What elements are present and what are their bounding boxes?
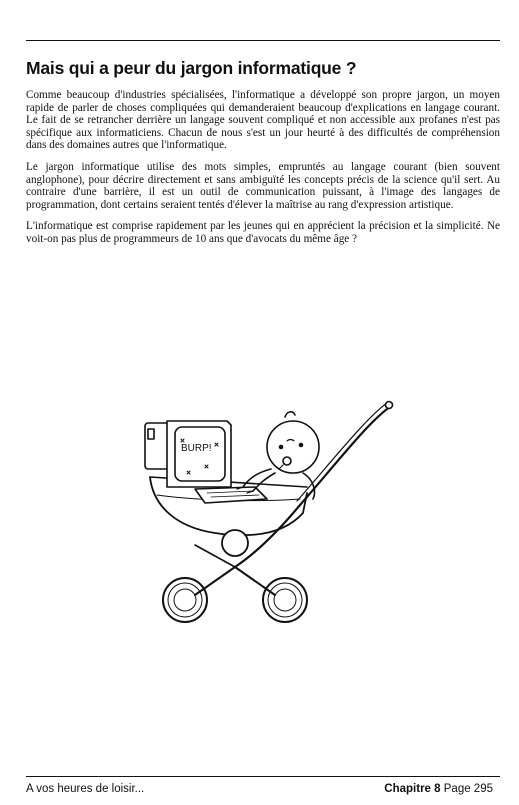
paragraph-2: Le jargon informatique utilise des mots simples, empruntés au langage courant (bien souvent anglophone), pour décrire directement et sans ambiguïté les concepts précis de la science qu'il sert. Au contraire d'une barrière, il est un outil de communication puissant, à l'image des langages de programmation, dont certains seraient tentés d'élever la maîtrise au rang d'expression artistique.: [26, 160, 500, 211]
footer-chapter: Chapitre 8: [384, 783, 441, 795]
top-rule: [26, 40, 500, 41]
paragraph-1: Comme beaucoup d'industries spécialisées, l'informatique a développé son propre jargon, un moyen rapide de parler de choses compliquées qui demanderaient beaucoup d'explications en langage courant. Le fait de se retrancher derrière un langage souvent compliqué et non accessible aux profanes n'est pas spécifique aux informaticiens. Chacun de nous s'est un jour heurté à des difficultés de compréhension dans des domaines autres que l'informatique.: [26, 89, 500, 152]
baby-computer-stroller-illustration: [135, 395, 395, 635]
bottom-rule: [26, 776, 500, 777]
footer-page-number: Page 295: [443, 783, 493, 795]
footer-page-info: [384, 783, 493, 795]
paragraph-3: L'informatique est comprise rapidement par les jeunes qui en apprécient la précision et la simplicité. Ne voit-on pas plus de programmeurs de 10 ans que d'avocats du même âge ?: [26, 220, 500, 245]
footer-section-title: A vos heures de loisir...: [26, 783, 145, 795]
body-text: [26, 89, 500, 255]
screen-text: BURP!: [181, 443, 212, 454]
page-heading: Mais qui a peur du jargon informatique ?: [26, 58, 357, 78]
